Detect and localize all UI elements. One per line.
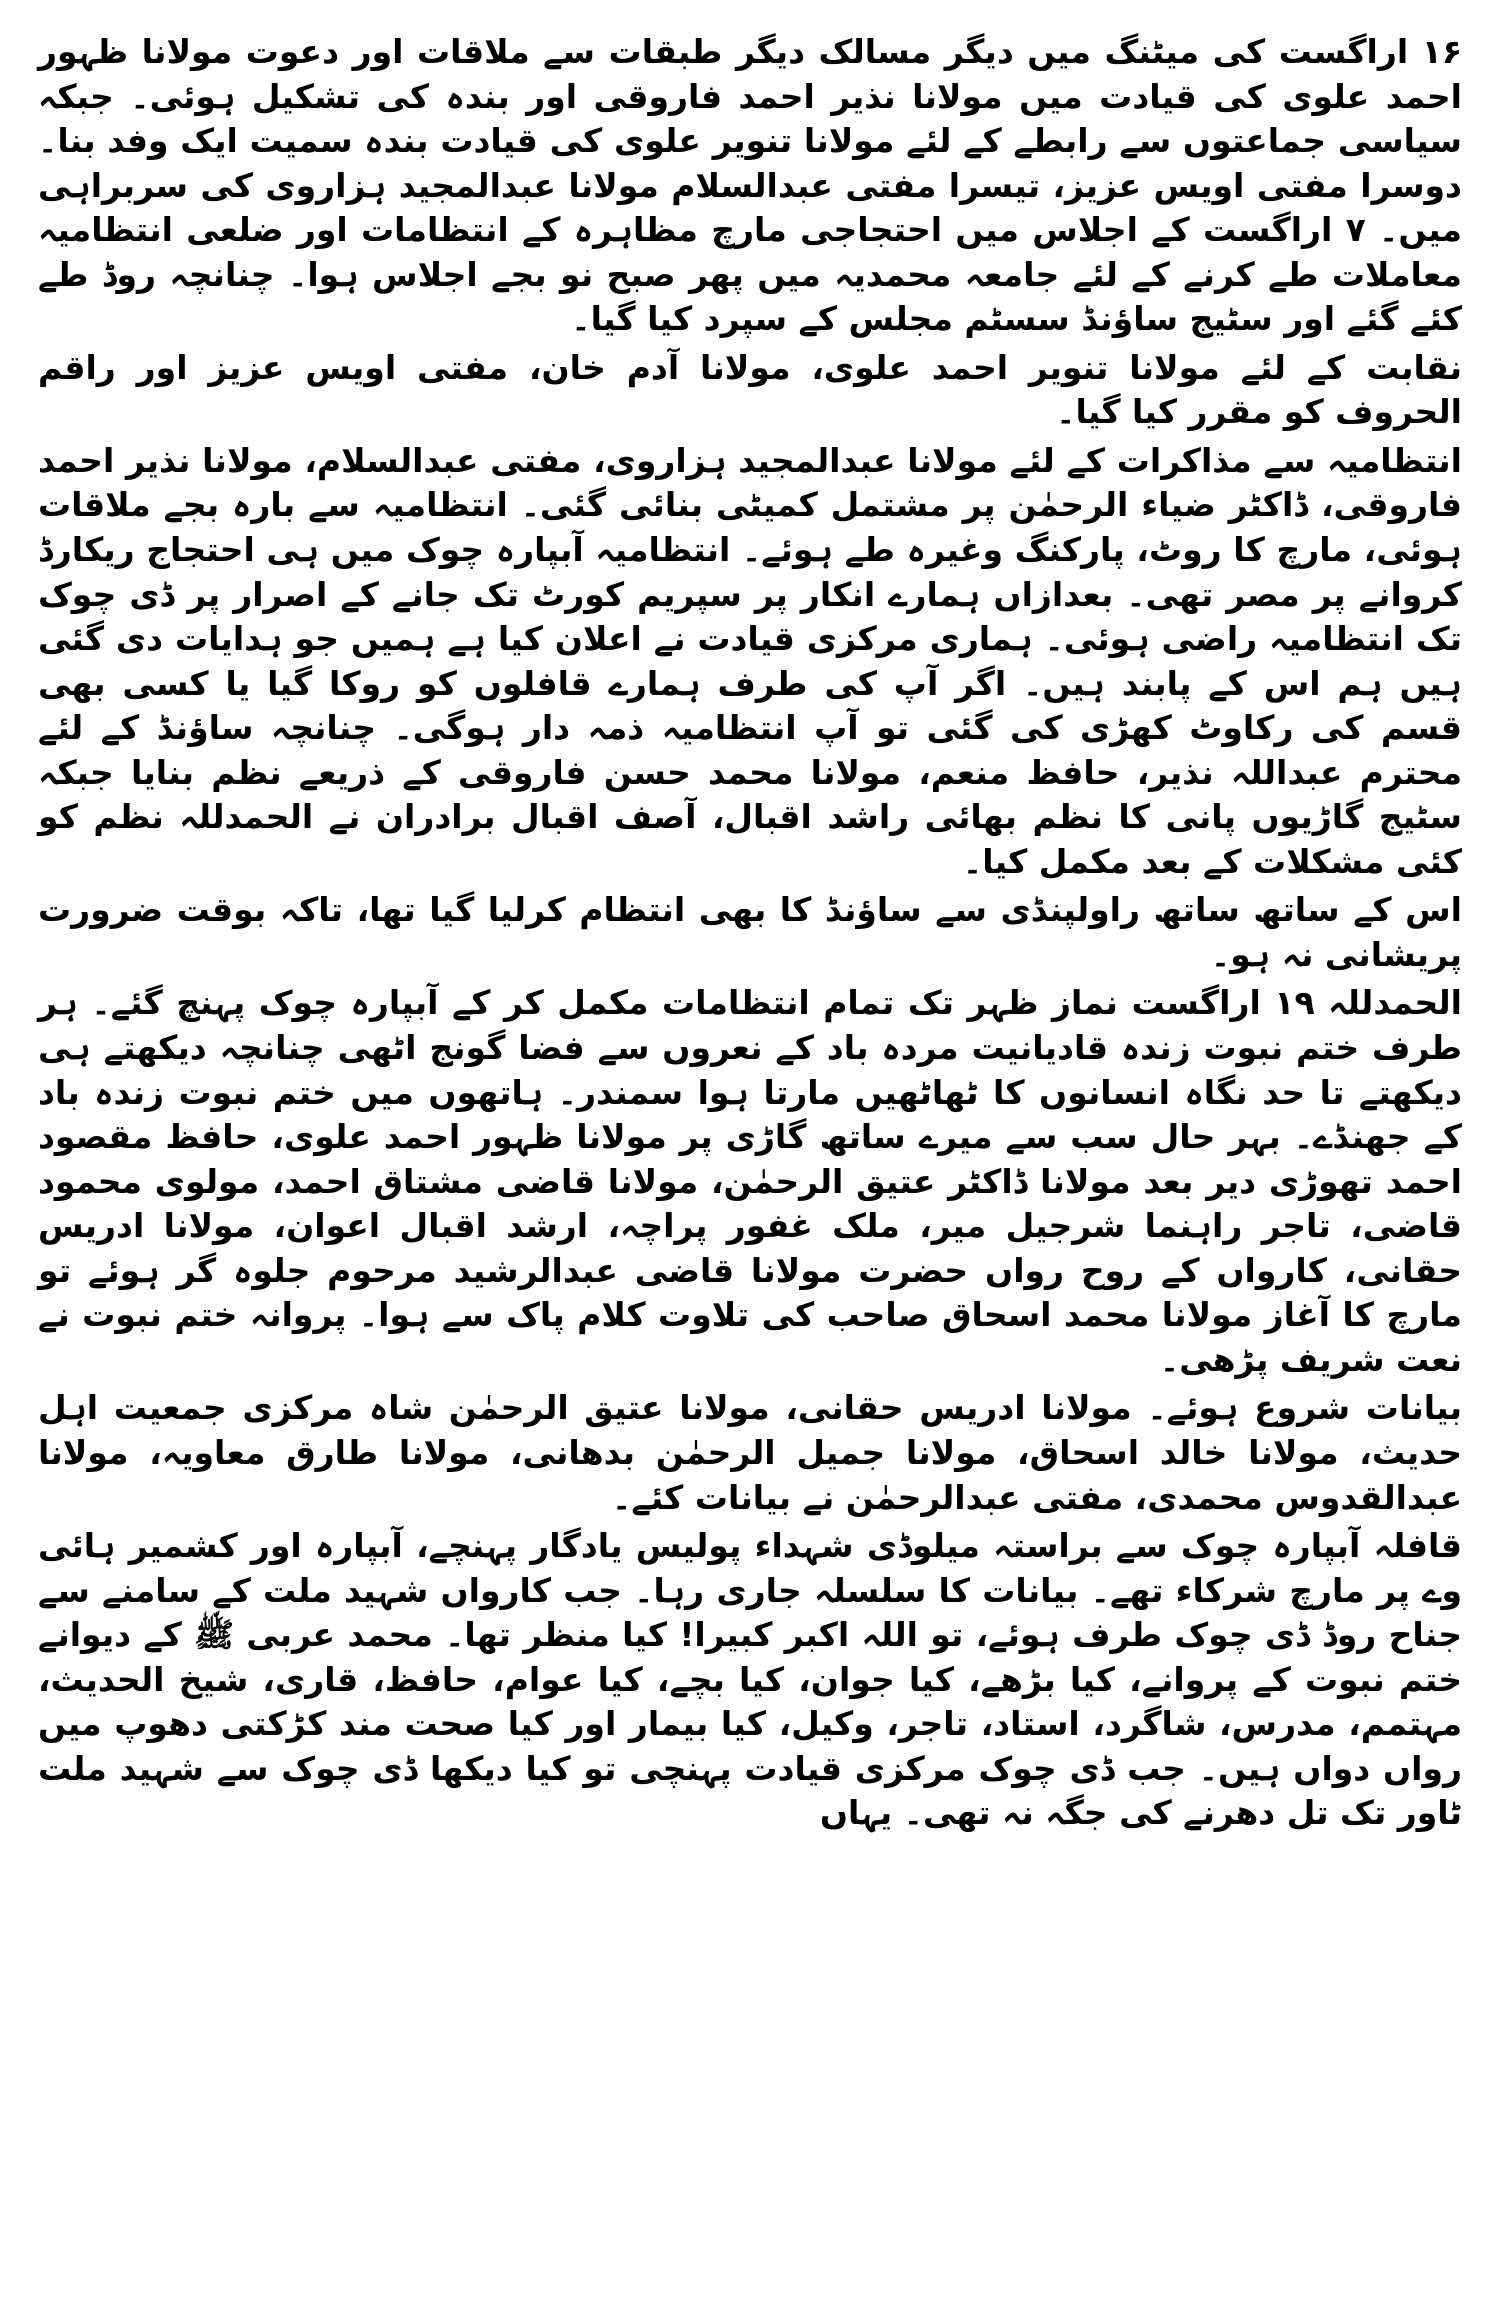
paragraph-negotiation-committee: انتظامیہ سے مذاکرات کے لئے مولانا عبدالمجید ہزاروی، مفتی عبدالسلام، مولانا نذیر احمد فاروقی، ڈاکٹر ضیاء الرحمٰن پر مشتمل کمیٹی بنائی گئی۔ انتظامیہ سے بارہ بجے ملاقات ہوئی، مارچ کا روٹ، پارکنگ وغیرہ طے ہوئے۔ انتظامیہ آبپارہ چوک میں ہی احتجاج ریکارڈ کروانے پر مصر تھی۔ بعدازاں ہمارے انکار پر سپریم کورٹ تک جانے کے اصرار پر ڈی چوک تک انتظامیہ راضی ہوئی۔ ہماری مرکزی قیادت نے اعلان کیا ہے ہمیں جو ہدایات دی گئی ہیں ہم اس کے پابند ہیں۔ اگر آپ کی طرف ہمارے قافلوں کو روکا گیا یا کسی بھی قسم کی رکاوٹ کھڑی کی گئی تو آپ انتظامیہ ذمہ دار ہوگی۔ چنانچہ ساؤنڈ کے لئے محترم عبداللہ نذیر، حافظ منعم، مولانا محمد حسن فاروقی کے ذریعے نظم بنایا جبکہ سٹیج گاڑیوں پانی کا نظم بھائی راشد اقبال، آصف اقبال برادران نے الحمدللہ نظم کو کئی مشکلات کے بعد مکمل کیا۔ [38, 440, 1462, 881]
paragraph-caravan-route: قافلہ آبپارہ چوک سے براستہ میلوڈی شہداء پولیس یادگار پہنچے، آبپارہ اور کشمیر ہائی وے پر مارچ شرکاء تھے۔ بیانات کا سلسلہ جاری رہا۔ جب کارواں شہید ملت کے سامنے سے جناح روڈ ڈی چوک طرف ہوئے، تو اللہ اکبر کبیرا! کیا منظر تھا۔ محمد عربی ﷺ کے دیوانے ختم نبوت کے پروانے، کیا بڑھے، کیا جوان، کیا بچے، کیا عوام، حافظ، قاری، شیخ الحدیث، مہتمم، مدرس، شاگرد، استاد، تاجر، وکیل، کیا بیمار اور کیا صحت مند کڑکتی دھوپ میں رواں دواں ہیں۔ جب ڈی چوک مرکزی قیادت پہنچی تو کیا دیکھا ڈی چوک سے شہید ملت ٹاور تک تل دھرنے کی جگہ نہ تھی۔ یہاں [38, 1526, 1462, 1833]
paragraph-19-august-march: الحمدللہ ۱۹ اراگست نماز ظہر تک تمام انتظامات مکمل کر کے آبپارہ چوک پہنچ گئے۔ ہر طرف ختم نبوت زندہ قادیانیت مردہ باد کے نعروں سے فضا گونج اٹھی چنانچہ دیکھتے ہی دیکھتے تا حد نگاہ انسانوں کا ٹھاٹھیں مارتا ہوا سمندر۔ ہاتھوں میں ختم نبوت زندہ باد کے جھنڈے۔ بہر حال سب سے میرے ساتھ گاڑی پر مولانا ظہور احمد علوی، حافظ مقصود احمد تھوڑی دیر بعد مولانا ڈاکٹر عتیق الرحمٰن، مولانا قاضی مشتاق احمد، مولوی محمود قاضی، تاجر راہنما شرجیل میر، ملک غفور پراچہ، ارشد اقبال اعوان، مولانا ادریس حقانی، کارواں کے روح رواں حضرت مولانا قاضی عبدالرشید مرحوم جلوہ گر ہوئے تو مارچ کا آغاز مولانا محمد اسحاق صاحب کی تلاوت کلام پاک سے ہوا۔ پروانہ ختم نبوت نے نعت شریف پڑھی۔ [38, 983, 1462, 1379]
paragraph-rawalpindi-sound: اس کے ساتھ ساتھ راولپنڈی سے ساؤنڈ کا بھی انتظام کرلیا گیا تھا، تاکہ بوقت ضرورت پریشانی نہ ہو۔ [38, 890, 1462, 974]
paragraph-meeting-16-august: ۱۶ اراگست کی میٹنگ میں دیگر مسالک دیگر طبقات سے ملاقات اور دعوت مولانا ظہور احمد علوی کی قیادت میں مولانا نذیر احمد فاروقی اور بندہ کی تشکیل ہوئی۔ جبکہ سیاسی جماعتوں سے رابطے کے لئے مولانا تنویر علوی کی قیادت بندہ سمیت ایک وفد بنا۔ دوسرا مفتی اویس عزیز، تیسرا مفتی عبدالسلام مولانا عبدالمجید ہزاروی کی سربراہی میں۔ ۷ اراگست کے اجلاس میں احتجاجی مارچ مظاہرہ کے انتظامات اور ضلعی انتظامیہ معاملات طے کرنے کے لئے جامعہ محمدیہ میں پھر صبح نو بجے اجلاس ہوا۔ چنانچہ روڈ طے کئے گئے اور سٹیج ساؤنڈ سسٹم مجلس کے سپرد کیا گیا۔ [38, 32, 1462, 339]
article-body [38, 30, 1462, 1836]
paragraph-stage-hosts: نقابت کے لئے مولانا تنویر احمد علوی، مولانا آدم خان، مفتی اویس عزیز اور راقم الحروف کو مقرر کیا گیا۔ [38, 347, 1462, 432]
paragraph-speeches: بیانات شروع ہوئے۔ مولانا ادریس حقانی، مولانا عتیق الرحمٰن شاہ مرکزی جمعیت اہل حدیث، مولانا خالد اسحاق، مولانا جمیل الرحمٰن بدھانی، مولانا طارق معاویہ، مولانا عبدالقدوس محمدی، مفتی عبدالرحمٰن نے بیانات کئے۔ [38, 1388, 1462, 1517]
